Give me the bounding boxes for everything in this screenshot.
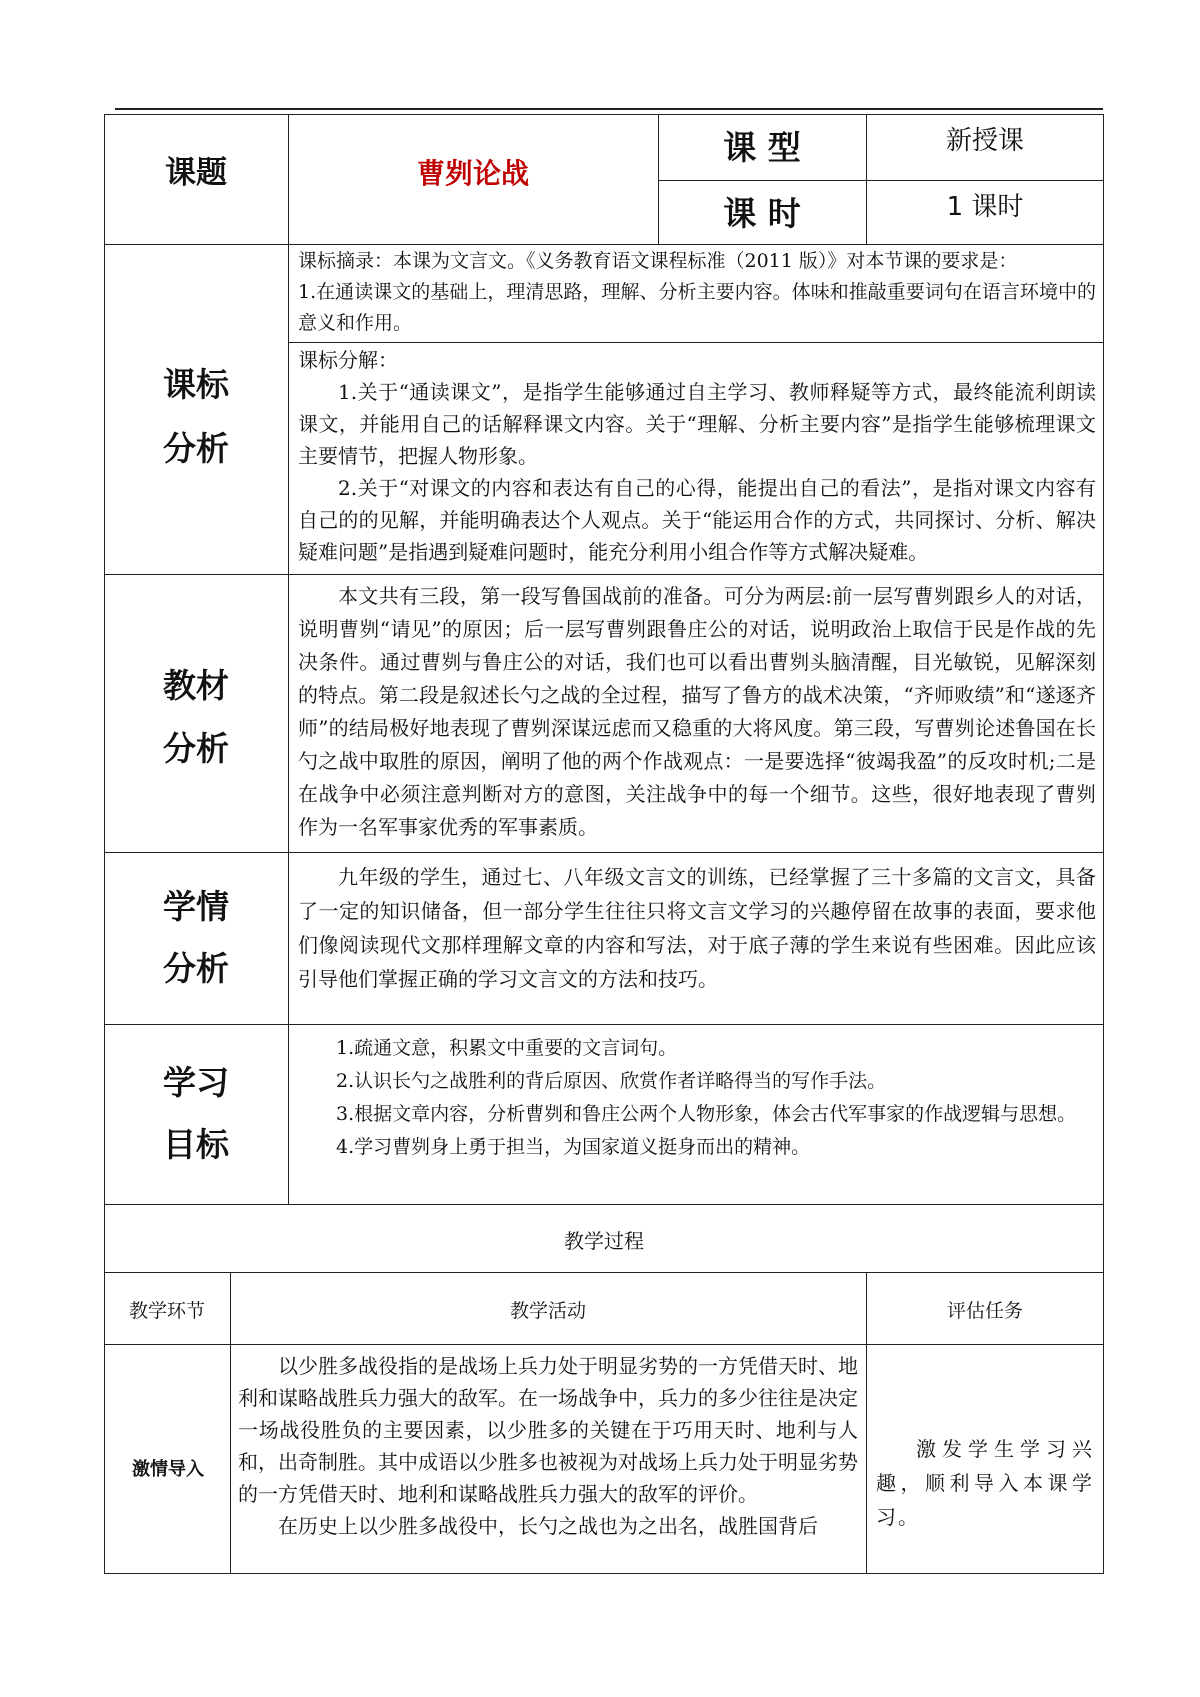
divider: [658, 180, 1104, 181]
divider: [288, 244, 289, 1204]
mubiao-list: [298, 1032, 1096, 1164]
mubiao-item-2: 2.认识长勺之战胜利的背后原因、欣赏作者详略得当的写作手法。: [336, 1070, 887, 1092]
kebiao-label-line1: 课标: [163, 365, 229, 404]
jiaocai-label-line1: 教材: [163, 666, 229, 705]
kebiao-label-line2: 分析: [163, 429, 229, 468]
kebiao-analysis-p1: 1.关于“通读课文”，是指学生能够通过自主学习、教师释疑等方式，最终能流利朗读课文，并能用自己的话解释课文内容。关于“理解、分析主要内容”是指学生能够梳理课文主要情节，把握人物形象。: [298, 380, 1096, 468]
row1-stage: 激情导入: [132, 1459, 204, 1480]
xueqing-label-line2: 分析: [163, 949, 229, 988]
jiaocai-label-line2: 分析: [163, 729, 229, 768]
row1-task: 激发学生学习兴趣，顺利导入本课学习。: [876, 1437, 1094, 1529]
col-header-task: 评估任务: [946, 1300, 1023, 1322]
page-top-rule: [115, 108, 1103, 110]
kebiao-analysis: [298, 344, 1096, 568]
process-title: 教学过程: [564, 1229, 644, 1253]
mubiao-item-1: 1.疏通文意，积累文中重要的文言词句。: [336, 1037, 678, 1059]
row1-activity-p2: 在历史上以少胜多战役中，长勺之战也为之出名，战胜国背后: [278, 1514, 818, 1538]
kebiao-excerpt: [298, 246, 1096, 339]
xueqing-label-line1: 学情: [163, 887, 229, 926]
keti-label: 课题: [165, 155, 227, 191]
keshi-label: 课 时: [723, 194, 801, 233]
divider: [104, 852, 1104, 853]
col-header-activity: 教学活动: [509, 1300, 586, 1322]
divider: [104, 1272, 1104, 1273]
divider: [104, 1344, 1104, 1345]
kexing-label: 课 型: [723, 128, 801, 167]
keshi-value: 1 课时: [946, 192, 1024, 222]
mubiao-label-line1: 学习: [163, 1063, 229, 1102]
kebiao-analysis-p2: 2.关于“对课文的内容和表达有自己的心得，能提出自己的看法”，是指对课文内容有自己的的见解，并能明确表达个人观点。关于“能运用合作的方式，共同探讨、分析、解决疑难问题”是指遇到疑难问题时，能充分利用小组合作等方式解决疑难。: [298, 476, 1096, 564]
divider: [104, 244, 1104, 245]
jiaocai-text: 本文共有三段，第一段写鲁国战前的准备。可分为两层:前一层写曹刿跟乡人的对话，说明曹刿“请见”的原因；后一层写曹刿跟鲁庄公的对话，说明政治上取信于民是作战的先决条件。通过曹刿与鲁庄公的对话，我们也可以看出曹刿头脑清醒，目光敏锐，见解深刻的特点。第二段是叙述长勺之战的全过程，描写了鲁方的战术决策，“齐师败绩”和“遂逐齐师”的结局极好地表现了曹刿深谋远虑而又稳重的大将风度。第三段，写曹刿论述鲁国在长勺之战中取胜的原因，阐明了他的两个作战观点：一是要选择“彼竭我盈”的反攻时机;二是在战争中必须注意判断对方的意图，关注战争中的每一个细节。这些，很好地表现了曹刿作为一名军事家优秀的军事素质。: [298, 584, 1096, 839]
mubiao-item-4: 4.学习曹刿身上勇于担当，为国家道义挺身而出的精神。: [336, 1136, 811, 1158]
divider: [104, 574, 1104, 575]
mubiao-item-3: 3.根据文章内容，分析曹刿和鲁庄公两个人物形象，体会古代军事家的作战逻辑与思想。: [336, 1103, 1077, 1125]
xueqing-text: 九年级的学生，通过七、八年级文言文的训练，已经掌握了三十多篇的文言文，具备了一定的知识储备，但一部分学生往往只将文言文学习的兴趣停留在故事的表面，要求他们像阅读现代文那样理解文章的内容和写法，对于底子薄的学生来说有些困难。因此应该引导他们掌握正确的学习文言文的方法和技巧。: [298, 865, 1096, 991]
divider: [104, 1024, 1104, 1025]
kebiao-excerpt-line1: 课标摘录：本课为文言文。《义务教育语文课程标准（2011 版）》对本节课的要求是：: [298, 250, 1018, 272]
divider: [288, 342, 1104, 343]
kebiao-analysis-title: 课标分解：: [298, 348, 398, 372]
divider: [104, 1204, 1104, 1205]
row1-activity: [238, 1350, 858, 1542]
lesson-title: 曹刿论战: [416, 157, 529, 190]
kebiao-excerpt-line2: 1.在通读课文的基础上，理清思路，理解、分析主要内容。体味和推敲重要词句在语言环境中的意义和作用。: [298, 281, 1096, 334]
col-header-stage: 教学环节: [128, 1300, 205, 1322]
row1-activity-p1: 以少胜多战役指的是战场上兵力处于明显劣势的一方凭借天时、地利和谋略战胜兵力强大的敌军。在一场战争中，兵力的多少往往是决定一场战役胜负的主要因素，以少胜多的关键在于巧用天时、地利与人和，出奇制胜。其中成语以少胜多也被视为对战场上兵力处于明显劣势的一方凭借天时、地利和谋略战胜兵力强大的敌军的评价。: [238, 1354, 858, 1506]
kexing-value: 新授课: [945, 126, 1024, 156]
mubiao-label-line2: 目标: [163, 1125, 229, 1164]
